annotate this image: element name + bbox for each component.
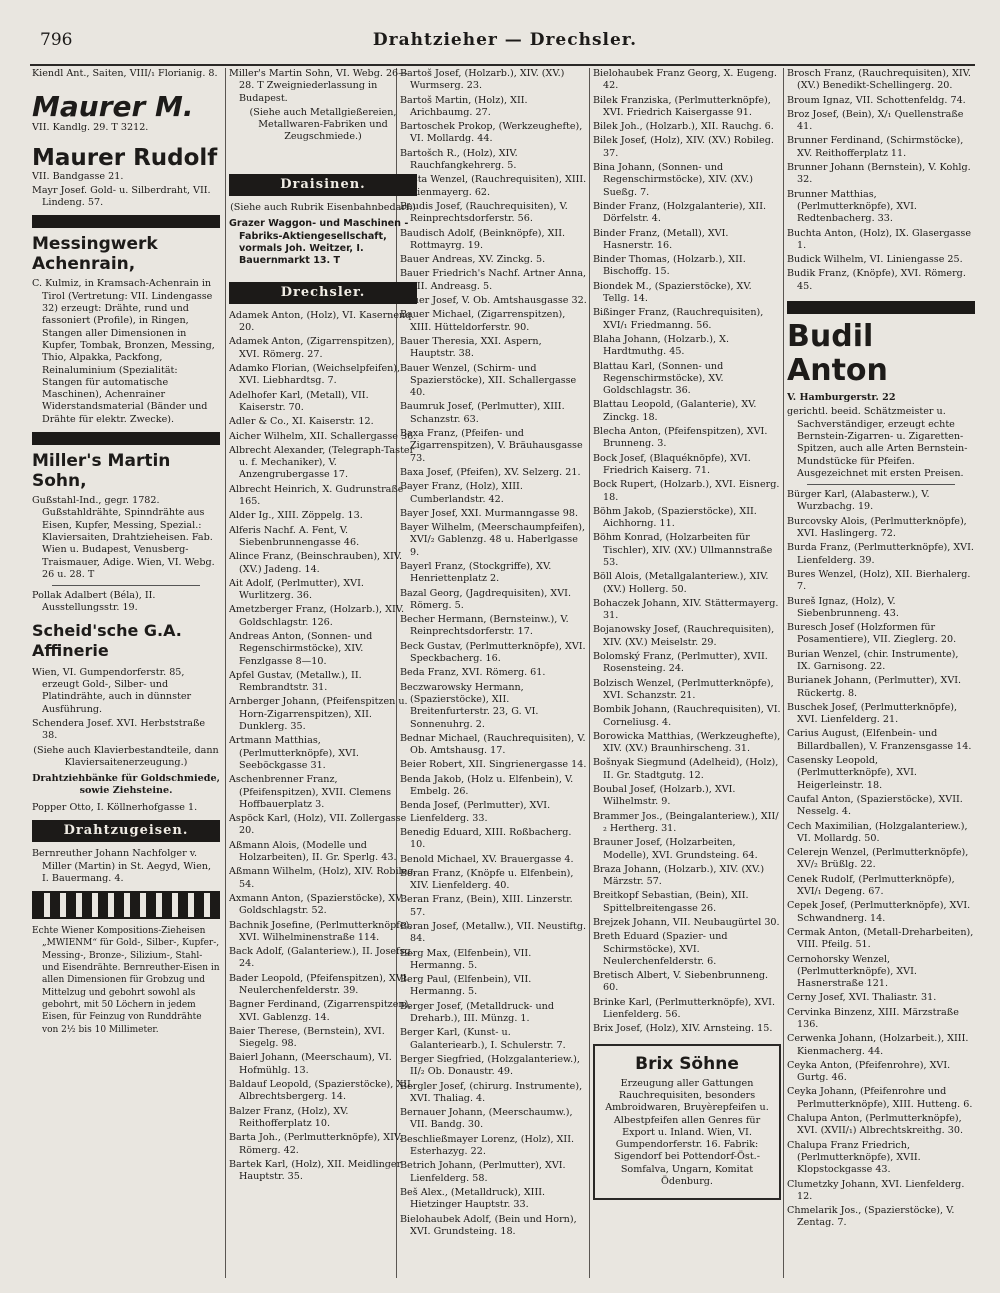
ad-miller-name: Miller's Martin Sohn, bbox=[32, 451, 171, 492]
directory-entry: Beschließmayer Lorenz, (Holz), XII. Esterhazyg. 22. bbox=[400, 1133, 575, 1158]
directory-entry: Bayer Franz, (Holz), XIII. Cumberlandstr. 42. bbox=[400, 481, 523, 505]
directory-entry: Beran Josef, (Metallw.), VII. Neustiftg. 84. bbox=[400, 921, 587, 945]
ad-brix-box bbox=[593, 1044, 781, 1201]
directory-entry: Binder Franz, (Holzgalanterie), XII. Dörfelstr. 4. bbox=[593, 200, 767, 225]
directory-entry: Ceyka Johann, (Pfeifenrohre und Perlmutterknöpfe), XIII. Hutteng. 6. bbox=[787, 1086, 973, 1110]
page-header bbox=[40, 30, 970, 58]
directory-entry: Broz Josef, (Bein), X/₁ Quellenstraße 41. bbox=[787, 108, 964, 133]
ad-maurer-rudolf-address: VII. Bandgasse 21. bbox=[32, 170, 124, 182]
directory-entry: Albrecht Heinrich, X. Gudrunstraße 165. bbox=[229, 483, 404, 508]
directory-entry: Bures Wenzel, (Holz), XII. Bierhalerg. 7. bbox=[787, 568, 971, 593]
directory-entry: Bombik Johann, (Rauchrequisiten), VI. Corneliusg. 4. bbox=[593, 704, 781, 728]
directory-entry: Bolomský Franz, (Perlmutter), XVII. Rosensteing. 24. bbox=[593, 651, 768, 675]
directory-entry: Andreas Anton, (Sonnen- und Regenschirmstöcke), XIV. Fenzlgasse 8—10. bbox=[229, 630, 373, 667]
ad-miller-text: Gußstahl-Ind., gegr. 1782. Gußstahldrähte, Spinndrähte aus Eisen, Kupfer, Messing, Spezial.: Klaviersaiten, Drahtzieheisen. Fab. Wien u. Budapest, Venusberg-Traismauer, Adige. Wien, VI. Webg. 26 u. 28. T bbox=[32, 495, 215, 580]
directory-entry: Burcovsky Alois, (Perlmutterknöpfe), XVI. Haslingerg. 72. bbox=[787, 515, 967, 540]
directory-entry: Buchta Anton, (Holz), IX. Glasergasse 1. bbox=[787, 227, 972, 251]
directory-entry: Baier Therese, (Bernstein), XVI. Siegelg. 98. bbox=[229, 1025, 385, 1050]
directory-entry: Bayer Wilhelm, (Meerschaumpfeifen), XVI/₂ Gablenzg. 48 u. Haberlgasse 9. bbox=[400, 522, 586, 558]
directory-entry: Alder Ig., XIII. Zöppelg. 13. bbox=[229, 510, 363, 522]
directory-entry: Binder Thomas, (Holzarb.), XII. Bischoffg. 15. bbox=[593, 254, 746, 278]
directory-entry: Caufal Anton, (Spazierstöcke), XVII. Nesselg. 4. bbox=[787, 793, 963, 818]
directory-entry: Böhm Konrad, (Holzarbeiten für Tischler), XIV. (XV.) Ullmannstraße 53. bbox=[593, 532, 773, 568]
section-header-drechsler: Drechsler. bbox=[229, 282, 417, 304]
directory-entry: Brunner Johann (Bernstein), V. Kohlg. 32. bbox=[787, 162, 971, 186]
directory-entry: Breth Eduard (Spazier- und Schirmstöcke), XVI. Neulerchenfelderstr. 6. bbox=[593, 931, 728, 967]
directory-entry: Benda Jakob, (Holz u. Elfenbein), V. Embelg. 26. bbox=[400, 773, 574, 798]
directory-entry: Bretisch Albert, V. Siebenbrunneng. 60. bbox=[593, 970, 769, 994]
drechsler-list bbox=[229, 310, 417, 1184]
directory-entry: Bina Johann, (Sonnen- und Regenschirmstöcke), XIV. (XV.) Sueßg. 7. bbox=[593, 162, 753, 198]
divider bbox=[807, 484, 955, 485]
directory-entry: Bartoš Martin, (Holz), XII. Arichbaumg. 27. bbox=[400, 94, 528, 118]
directory-entry: Apfel Gustav, (Metallw.), II. Rembrandtstr. 31. bbox=[229, 669, 362, 694]
directory-entry: Cenek Rudolf, (Perlmutterknöpfe), XVI/₁ Degeng. 67. bbox=[787, 873, 955, 898]
directory-entry: Albrecht Alexander, (Telegraph-Taster u. f. Mechaniker), V. Anzengrubergasse 17. bbox=[229, 444, 415, 481]
directory-entry: Mayr Josef. Gold- u. Silberdraht, VII. Lindeng. 57. bbox=[32, 184, 211, 209]
directory-entry: Carius August, (Elfenbein- und Billardballen), V. Franzensgasse 14. bbox=[787, 728, 972, 752]
directory-entry: Brejzek Johann, VII. Neubaugürtel 30. bbox=[593, 917, 780, 928]
directory-entry: Kiendl Ant., Saiten, VIII/₁ Florianig. 8. bbox=[32, 68, 218, 79]
column-5 bbox=[787, 68, 975, 1232]
directory-entry: Berger Siegfried, (Holzgalanteriew.), II/₂ Ob. Donaustr. 49. bbox=[400, 1053, 580, 1078]
directory-entry: Cermak Anton, (Metall-Dreharbeiten), VIII. Pfeilg. 51. bbox=[787, 926, 974, 951]
directory-entry: Boubal Josef, (Holzarb.), XVI. Wilhelmstr. 9. bbox=[593, 784, 736, 808]
directory-entry: Baxa Franz, (Pfeifen- und Zigarrenspitzen), V. Bräuhausgasse 73. bbox=[400, 428, 583, 464]
directory-entry: Budik Franz, (Knöpfe), XVI. Römerg. 45. bbox=[787, 268, 966, 292]
directory-entry: Braza Johann, (Holzarb.), XIV. (XV.) Märzstr. 57. bbox=[593, 863, 765, 888]
divider bbox=[52, 585, 200, 586]
directory-entry: Beier Robert, XII. Singrienergasse 14. bbox=[400, 759, 587, 771]
directory-entry: Beš Alex., (Metalldruck), XIII. Hietzinger Hauptstr. 33. bbox=[400, 1186, 546, 1211]
subheading: Drahtziehbänke für Goldschmiede, sowie Ziehsteine. bbox=[32, 773, 220, 797]
directory-entry: Betrich Johann, (Perlmutter), XVI. Lienfelderg. 58. bbox=[400, 1160, 566, 1184]
directory-entry: Böhm Jakob, (Spazierstöcke), XII. Aichhorng. 11. bbox=[593, 505, 757, 530]
directory-entry: Bilek Franziska, (Perlmutterknöpfe), XVI. Friedrich Kaisergasse 91. bbox=[593, 94, 771, 118]
directory-entry: Adler & Co., XI. Kaiserstr. 12. bbox=[229, 416, 374, 428]
directory-entry: Alince Franz, (Beinschrauben), XIV. (XV.) Jadeng. 14. bbox=[229, 551, 403, 575]
directory-entry: Brosch Franz, (Rauchrequisiten), XIV. (XV.) Benedikt-Schellingerg. 20. bbox=[787, 68, 971, 92]
directory-entry: Benda Josef, (Perlmutter), XVI. Lienfelderg. 33. bbox=[400, 800, 551, 824]
directory-entry: Popper Otto, I. Köllnerhofgasse 1. bbox=[32, 801, 198, 813]
directory-entry: Beran Franz, (Bein), XIII. Linzerstr. 57. bbox=[400, 894, 573, 918]
directory-entry: Bergler Josef, (chirurg. Instrumente), XVI. Thaliag. 4. bbox=[400, 1080, 583, 1104]
column-3 bbox=[400, 68, 588, 1240]
directory-entry: Blattau Karl, (Sonnen- und Regenschirmstöcke), XV. Goldschlagstr. 36. bbox=[593, 360, 724, 397]
directory-entry: Bojanowsky Josef, (Rauchrequisiten), XIV. (XV.) Meiselstr. 29. bbox=[593, 624, 775, 648]
directory-entry: Adelhofer Karl, (Metall), VII. Kaiserstr. 70. bbox=[229, 389, 369, 413]
page-number: 796 bbox=[40, 30, 73, 50]
ad-grazer: Grazer Waggon- und Maschinen - Fabriks-Aktiengesellschaft, vormals Joh. Weitzer, I. Bauernmarkt 13. T bbox=[229, 218, 409, 267]
directory-entry: Beda Franz, XVI. Römerg. 61. bbox=[400, 667, 546, 679]
ad-budil-text: gerichtl. beeid. Schätzmeister u. Sachverständiger, erzeugt echte Bernstein-Zigarren- u. Zigaretten-Spitzen, auch alle Arten Bernstein-Mundstücke für Pfeifen. Ausgezeichnet mit ersten Preisen. bbox=[787, 406, 968, 479]
header-rule bbox=[30, 64, 975, 66]
directory-entry: Bauer Friedrich's Nachf. Artner Anna, VII. Andreasg. 5. bbox=[400, 268, 587, 292]
directory-entry: Berger Josef, (Metalldruck- und Dreharb.), III. Münzg. 1. bbox=[400, 1000, 554, 1025]
ad-brix-text: Erzeugung aller Gattungen Rauchrequisiten, besonders Ambroidwaren, Bruyèrepfeifen u. Albestpfeifen allen Genres für Export u. Inland. Wien, VI. Gumpendorferstr. 16. Fabrik: Sigendorf bei Pottendorf-Öst.-Somfalva, Ungarn, Komitat Ödenburg. bbox=[605, 1077, 769, 1188]
directory-entry: Chalupa Anton, (Perlmutterknöpfe), XVI. (XVII/₁) Albrechtskreithg. 30. bbox=[787, 1113, 964, 1137]
directory-entry: Biondek M., (Spazierstöcke), XV. Tellg. 14. bbox=[593, 280, 752, 305]
directory-entry: Aschenbrenner Franz, (Pfeifenspitzen), XVII. Clemens Hoffbauerplatz 3. bbox=[229, 774, 392, 810]
directory-entry: Bagner Ferdinand, (Zigarrenspitzen), XVI. Gablenzg. 14. bbox=[229, 999, 412, 1023]
directory-entry: Cerny Josef, XVI. Thaliastr. 31. bbox=[787, 992, 937, 1004]
column-divider bbox=[589, 68, 590, 1278]
directory-entry: Chmelarik Jos., (Spazierstöcke), V. Zentag. 7. bbox=[787, 1205, 955, 1229]
directory-entry: Brauner Josef, (Holzarbeiten, Modelle), XVI. Grundsteing. 64. bbox=[593, 837, 758, 861]
directory-entry: Bauer Josef, V. Ob. Amtshausgasse 32. bbox=[400, 295, 587, 307]
directory-entry: Alferis Nachf. A. Fent, V. Siebenbrunnengasse 46. bbox=[229, 524, 360, 548]
directory-entry: Aßmann Alois, (Modelle und Holzarbeiten), II. Gr. Sperlg. 43. bbox=[229, 839, 397, 864]
directory-entry: Bauer Andreas, XV. Zinckg. 5. bbox=[400, 254, 546, 266]
directory-entry: Bednar Michael, (Rauchrequisiten), V. Ob. Amtshausg. 17. bbox=[400, 732, 586, 757]
directory-entry: Bazal Georg, (Jagdrequisiten), XVI. Römerg. 5. bbox=[400, 587, 571, 611]
directory-entry: Bauer Wenzel, (Schirm- und Spazierstöcke), XII. Schallergasse 40. bbox=[400, 362, 577, 399]
directory-entry: Bartek Karl, (Holz), XII. Meidlinger Hauptstr. 35. bbox=[229, 1158, 402, 1183]
section-header-drahtzugeisen: Drahtzugeisen. bbox=[32, 820, 220, 842]
directory-entry: Bartoschek Prokop, (Werkzeughefte), VI. Mollardg. 44. bbox=[400, 121, 583, 145]
directory-entry: Bernauer Johann, (Meerschaumw.), VII. Bandg. 30. bbox=[400, 1107, 573, 1131]
column-4 bbox=[593, 68, 781, 1208]
directory-entry: Baldauf Leopold, (Spazierstöcke), XII. Albrechtsbergerg. 14. bbox=[229, 1079, 414, 1103]
directory-entry: Ceyka Anton, (Pfeifenrohre), XVI. Gurtg. 46. bbox=[787, 1059, 951, 1084]
ad-border-bar bbox=[787, 301, 975, 314]
directory-entry: Bayer Josef, XXI. Murmanngasse 98. bbox=[400, 507, 579, 519]
cross-reference: (Siehe auch Metallgießereien, Metallwaren-Fabriken und Zeugschmiede.) bbox=[249, 106, 397, 143]
directory-entry: Cech Maximilian, (Holzgalanteriew.), VI. Mollardg. 50. bbox=[787, 820, 968, 844]
directory-entry: Bock Rupert, (Holzarb.), XVI. Eisnerg. 18. bbox=[593, 479, 780, 503]
ad-pattern-bar bbox=[32, 891, 220, 919]
directory-entry: Burian Wenzel, (chir. Instrumente), IX. Garnisong. 22. bbox=[787, 648, 959, 672]
directory-entry: Beck Gustav, (Perlmutterknöpfe), XVI. Speckbacherg. 16. bbox=[400, 640, 586, 665]
drechsler-list bbox=[787, 68, 975, 293]
directory-entry: Chalupa Franz Friedrich, (Perlmutterknöpfe), XVII. Klopstockgasse 43. bbox=[787, 1139, 921, 1176]
directory-entry: Baierl Johann, (Meerschaum), VI. Hofmühlg. 13. bbox=[229, 1052, 392, 1076]
directory-entry: Benold Michael, XV. Brauergasse 4. bbox=[400, 853, 574, 865]
directory-entry: Celerejn Wenzel, (Perlmutterknöpfe), XV/₂ Brüßlg. 22. bbox=[787, 847, 969, 871]
directory-entry: Schendera Josef. XVI. Herbststraße 38. bbox=[32, 717, 206, 742]
column-2 bbox=[229, 68, 417, 1185]
directory-entry: Broum Ignaz, VII. Schottenfeldg. 74. bbox=[787, 94, 966, 106]
directory-entry: Axmann Anton, (Spazierstöcke), XV. Goldschlagstr. 52. bbox=[229, 892, 404, 917]
directory-entry: Bielohaubek Adolf, (Bein und Horn), XVI. Grundsteing. 18. bbox=[400, 1213, 577, 1237]
column-divider bbox=[783, 68, 784, 1278]
directory-entry: Baudis Josef, (Rauchrequisiten), V. Reinprechtsdorferstr. 56. bbox=[400, 200, 568, 225]
directory-entry: Casensky Leopold, (Perlmutterknöpfe), XVI. Heigerleinstr. 18. bbox=[787, 755, 917, 791]
directory-entry: Bauer Michael, (Zigarrenspitzen), XIII. Hütteldorferstr. 90. bbox=[400, 309, 566, 333]
directory-entry: Bartošch R., (Holz), XIV. Rauchfangkehrerg. 5. bbox=[400, 147, 518, 172]
directory-entry: Blecha Anton, (Pfeifenspitzen), XVI. Brunneng. 3. bbox=[593, 426, 768, 450]
directory-entry: Bilek Josef, (Holz), XIV. (XV.) Robileg. 37. bbox=[593, 135, 774, 159]
directory-entry: Berg Paul, (Elfenbein), VII. Hermanng. 5. bbox=[400, 974, 532, 998]
ad-messingwerk-name: Messingwerk Achenrain, bbox=[32, 234, 158, 275]
directory-entry: Adamek Anton, (Holz), VI. Kasernenq. 20. bbox=[229, 309, 415, 334]
directory-entry: Aßmann Wilhelm, (Holz), XIV. Robileg. 54. bbox=[229, 866, 417, 890]
directory-entry: Cervinka Binzenz, XIII. Märzstraße 136. bbox=[787, 1006, 959, 1030]
directory-entry: Berg Max, (Elfenbein), VII. Hermanng. 5. bbox=[400, 947, 532, 971]
directory-entry: Borowicka Matthias, (Werkzeughefte), XIV. (XV.) Braunhirscheng. 31. bbox=[593, 730, 781, 755]
directory-entry: Bißinger Franz, (Rauchrequisiten), XVI/₁ Friedmanng. 56. bbox=[593, 307, 764, 331]
directory-entry: Ait Adolf, (Perlmutter), XVI. Wurlitzerg. 36. bbox=[229, 577, 364, 602]
ad-budil-address: V. Hamburgerstr. 22 bbox=[787, 392, 896, 404]
directory-entry: Bartoš Josef, (Holzarb.), XIV. (XV.) Wurmserg. 23. bbox=[400, 68, 565, 92]
directory-entry: Bureš Ignaz, (Holz), V. Siebenbrunneng. 43. bbox=[787, 595, 899, 619]
directory-entry: Buresch Josef (Holzformen für Posamentiere), VII. Zieglerg. 20. bbox=[787, 622, 957, 646]
ad-messingwerk-text: C. Kulmiz, in Kramsach-Achenrain in Tirol (Vertretung: VII. Lindengasse 32) erzeugt: Drähte, rund und fassoniert (Profile), in Ringen, Stangen aller Dimensionen in Kupfer, Tombak, Bronzen, Messing, Thio, Alpakka, Packfong, Reinaluminium (Spezialität: Stangen für automatische Maschinen), Achenrainer Widerstandsmaterial (Bänder und Drähte für elektr. Zwecke). bbox=[32, 278, 215, 425]
directory-entry: Back Adolf, (Galanteriew.), II. Josefsg. 24. bbox=[229, 946, 414, 970]
drechsler-list bbox=[593, 68, 781, 1036]
directory-entry: Baxa Josef, (Pfeifen), XV. Selzerg. 21. bbox=[400, 466, 581, 478]
directory-entry: Bašta Wenzel, (Rauchrequisiten), XIII. Kienmayerg. 62. bbox=[400, 174, 587, 198]
ad-mwienm-text: Echte Wiener Kompositions-Zieheisen „MWIENM“ für Gold-, Silber-, Kupfer-, Messing-, Bronze-, Silizium-, Stahl- und Eisendrähte. Bernreuther-Eisen in allen Dimensionen für Grobzug und Mittelzug und gebohrt sowohl als gebohrt, mit 50 Löchern in jedem Eisen, für Feinzug von Runddrähte von 2½ bis 10 Millimeter. bbox=[32, 926, 220, 1035]
directory-entry: Bolzisch Wenzel, (Perlmutterknöpfe), XVI. Schanzstr. 21. bbox=[593, 677, 774, 701]
ad-maurer-rudolf-name: Maurer Rudolf bbox=[32, 144, 218, 171]
directory-entry: Barta Joh., (Perlmutterknöpfe), XIV. Römerg. 42. bbox=[229, 1132, 403, 1156]
directory-entry: Bauer Theresia, XXI. Aspern, Hauptstr. 38. bbox=[400, 335, 542, 360]
directory-entry: Aicher Wilhelm, XII. Schallergasse 36. bbox=[229, 430, 417, 442]
directory-entry: Bohaczek Johann, XIV. Stättermayerg. 31. bbox=[593, 597, 779, 622]
directory-entry: Burianek Johann, (Perlmutter), XVI. Rückertg. 8. bbox=[787, 675, 962, 699]
directory-entry: Bošnyak Siegmund (Adelheid), (Holz), II. Gr. Stadtgutg. 12. bbox=[593, 757, 779, 781]
ad-border-bar bbox=[32, 432, 220, 445]
directory-entry: Benedig Eduard, XIII. Roßbacherg. 10. bbox=[400, 826, 572, 851]
directory-entry: Beczwarowsky Hermann, (Spazierstöcke), XII. Breitenfurterstr. 23, G. VI. Sonnenuhrg. 2. bbox=[400, 681, 539, 730]
directory-entry: Binder Franz, (Metall), XVI. Hasnerstr. 16. bbox=[593, 227, 729, 251]
directory-entry: Aspöck Karl, (Holz), VII. Zollergasse 20. bbox=[229, 813, 407, 837]
directory-entry: Clumetzky Johann, XVI. Lienfelderg. 12. bbox=[787, 1178, 965, 1202]
cross-reference: (Siehe auch Klavierbestandteile, dann Klaviersaitenerzeugung.) bbox=[33, 744, 219, 768]
cross-reference: (Siehe auch Rubrik Eisenbahnbedarf.) bbox=[230, 202, 416, 214]
ad-border-bar bbox=[32, 215, 220, 228]
directory-entry: Blattau Leopold, (Galanterie), XV. Zinckg. 18. bbox=[593, 399, 757, 423]
directory-entry: Buschek Josef, (Perlmutterknöpfe), XVI. Lienfelderg. 21. bbox=[787, 701, 958, 726]
directory-entry: Bernreuther Johann Nachfolger v. Miller (Martin) in St. Aegyd, Wien, I. Bauermang. 4. bbox=[32, 848, 212, 884]
directory-entry: Böll Alois, (Metallgalanteriew.), XIV. (XV.) Hollerg. 50. bbox=[593, 571, 769, 595]
ad-scheid-text: Wien, VI. Gumpendorferstr. 85, erzeugt Gold-, Silber- und Platindrähte, auch in dünnster Ausführung. bbox=[32, 666, 192, 715]
ad-maurer-m-address: VII. Kandlg. 29. T 3212. bbox=[32, 122, 149, 134]
directory-entry: Becher Hermann, (Bernsteinw.), V. Reinprechtsdorferstr. 17. bbox=[400, 614, 569, 638]
directory-entry: Bielohaubek Franz Georg, X. Eugeng. 42. bbox=[593, 68, 777, 92]
directory-entry: Bilek Joh., (Holzarb.), XII. Rauchg. 6. bbox=[593, 121, 774, 133]
directory-entry: Breitkopf Sebastian, (Bein), XII. Spittelbreitengasse 26. bbox=[593, 890, 749, 914]
column-divider bbox=[225, 68, 226, 1278]
directory-entry: Budick Wilhelm, VI. Liniengasse 25. bbox=[787, 254, 963, 266]
directory-entry: Bachnik Josefine, (Perlmutterknöpfe), XVI. Wilhelminenstraße 114. bbox=[229, 919, 413, 943]
directory-entry: Beran Franz, (Knöpfe u. Elfenbein), XIV. Lienfelderg. 40. bbox=[400, 867, 574, 892]
column-1 bbox=[32, 68, 220, 1038]
directory-entry: Berger Karl, (Kunst- u. Galanteriearb.), I. Schulerstr. 7. bbox=[400, 1027, 566, 1051]
ad-budil-name: Budil Anton bbox=[787, 319, 888, 389]
ad-scheid-name: Scheid'sche G.A. Affinerie bbox=[32, 620, 182, 660]
directory-entry: Adamek Anton, (Zigarrenspitzen), XVI. Römerg. 27. bbox=[229, 336, 395, 360]
directory-entry: Artmann Matthias, (Perlmutterknöpfe), XVI. Seeböckgasse 31. bbox=[229, 735, 359, 771]
drechsler-list bbox=[787, 489, 975, 1230]
ad-brix-name: Brix Söhne bbox=[635, 1053, 739, 1074]
directory-entry: Blaha Johann, (Holzarb.), X. Hardtmuthg. 45. bbox=[593, 333, 729, 358]
directory-entry: Brunner Ferdinand, (Schirmstöcke), XV. Reithofferplatz 11. bbox=[787, 135, 964, 159]
ad-maurer-m-name: Maurer M. bbox=[32, 90, 194, 124]
directory-entry: Arnberger Johann, (Pfeifenspitzen u. Horn-Zigarrenspitzen), XII. Dunklerg. 35. bbox=[229, 696, 408, 733]
directory-entry: Bayerl Franz, (Stockgriffe), XV. Henriettenplatz 2. bbox=[400, 560, 552, 585]
directory-entry: Bock Josef, (Blaquéknöpfe), XVI. Friedrich Kaiserg. 71. bbox=[593, 452, 751, 476]
directory-entry: Miller's Martin Sohn, VI. Webg. 26—28. T Zweigniederlassung in Budapest. bbox=[229, 68, 408, 104]
directory-entry: Baudisch Adolf, (Beinknöpfe), XII. Rottmayrg. 19. bbox=[400, 227, 566, 251]
directory-entry: Brunner Matthias, (Perlmutterknöpfe), XVI. Redtenbacherg. 33. bbox=[787, 188, 917, 225]
section-header-draisinen: Draisinen. bbox=[229, 174, 417, 196]
drechsler-list bbox=[400, 68, 588, 1238]
page-title: Drahtzieher — Drechsler. bbox=[372, 30, 638, 50]
directory-entry: Brammer Jos., (Beingalanteriew.), XII/₂ Hertherg. 31. bbox=[593, 810, 779, 834]
directory-entry: Burda Franz, (Perlmutterknöpfe), XVI. Lienfelderg. 39. bbox=[787, 542, 974, 566]
directory-entry: Ametzberger Franz, (Holzarb.), XIV. Goldschlagstr. 126. bbox=[229, 604, 405, 628]
directory-entry: Brinke Karl, (Perlmutterknöpfe), XVI. Lienfelderg. 56. bbox=[593, 996, 775, 1021]
directory-entry: Cepek Josef, (Perlmutterknöpfe), XVI. Schwandnerg. 14. bbox=[787, 900, 971, 924]
directory-entry: Cerwenka Johann, (Holzarbeit.), XIII. Kienmacherg. 44. bbox=[787, 1033, 969, 1057]
directory-entry: Cernohorsky Wenzel, (Perlmutterknöpfe), XVI. Hasnerstraße 121. bbox=[787, 953, 917, 990]
directory-entry: Baumruk Josef, (Perlmutter), XIII. Schanzstr. 63. bbox=[400, 401, 565, 425]
directory-entry: Pollak Adalbert (Béla), II. Ausstellungsstr. 19. bbox=[32, 590, 156, 614]
directory-entry: Bader Leopold, (Pfeifenspitzen), XVI. Neulerchenfelderstr. 39. bbox=[229, 972, 410, 996]
directory-entry: Balzer Franz, (Holz), XV. Reithofferplatz 10. bbox=[229, 1105, 349, 1129]
directory-entry: Bürger Karl, (Alabasterw.), V. Wurzbachg. 19. bbox=[787, 489, 930, 513]
directory-entry: Adamko Florian, (Weichselpfeifen), XVI. Liebhardtsg. 7. bbox=[229, 363, 401, 387]
directory-entry: Brix Josef, (Holz), XIV. Arnsteing. 15. bbox=[593, 1023, 773, 1035]
